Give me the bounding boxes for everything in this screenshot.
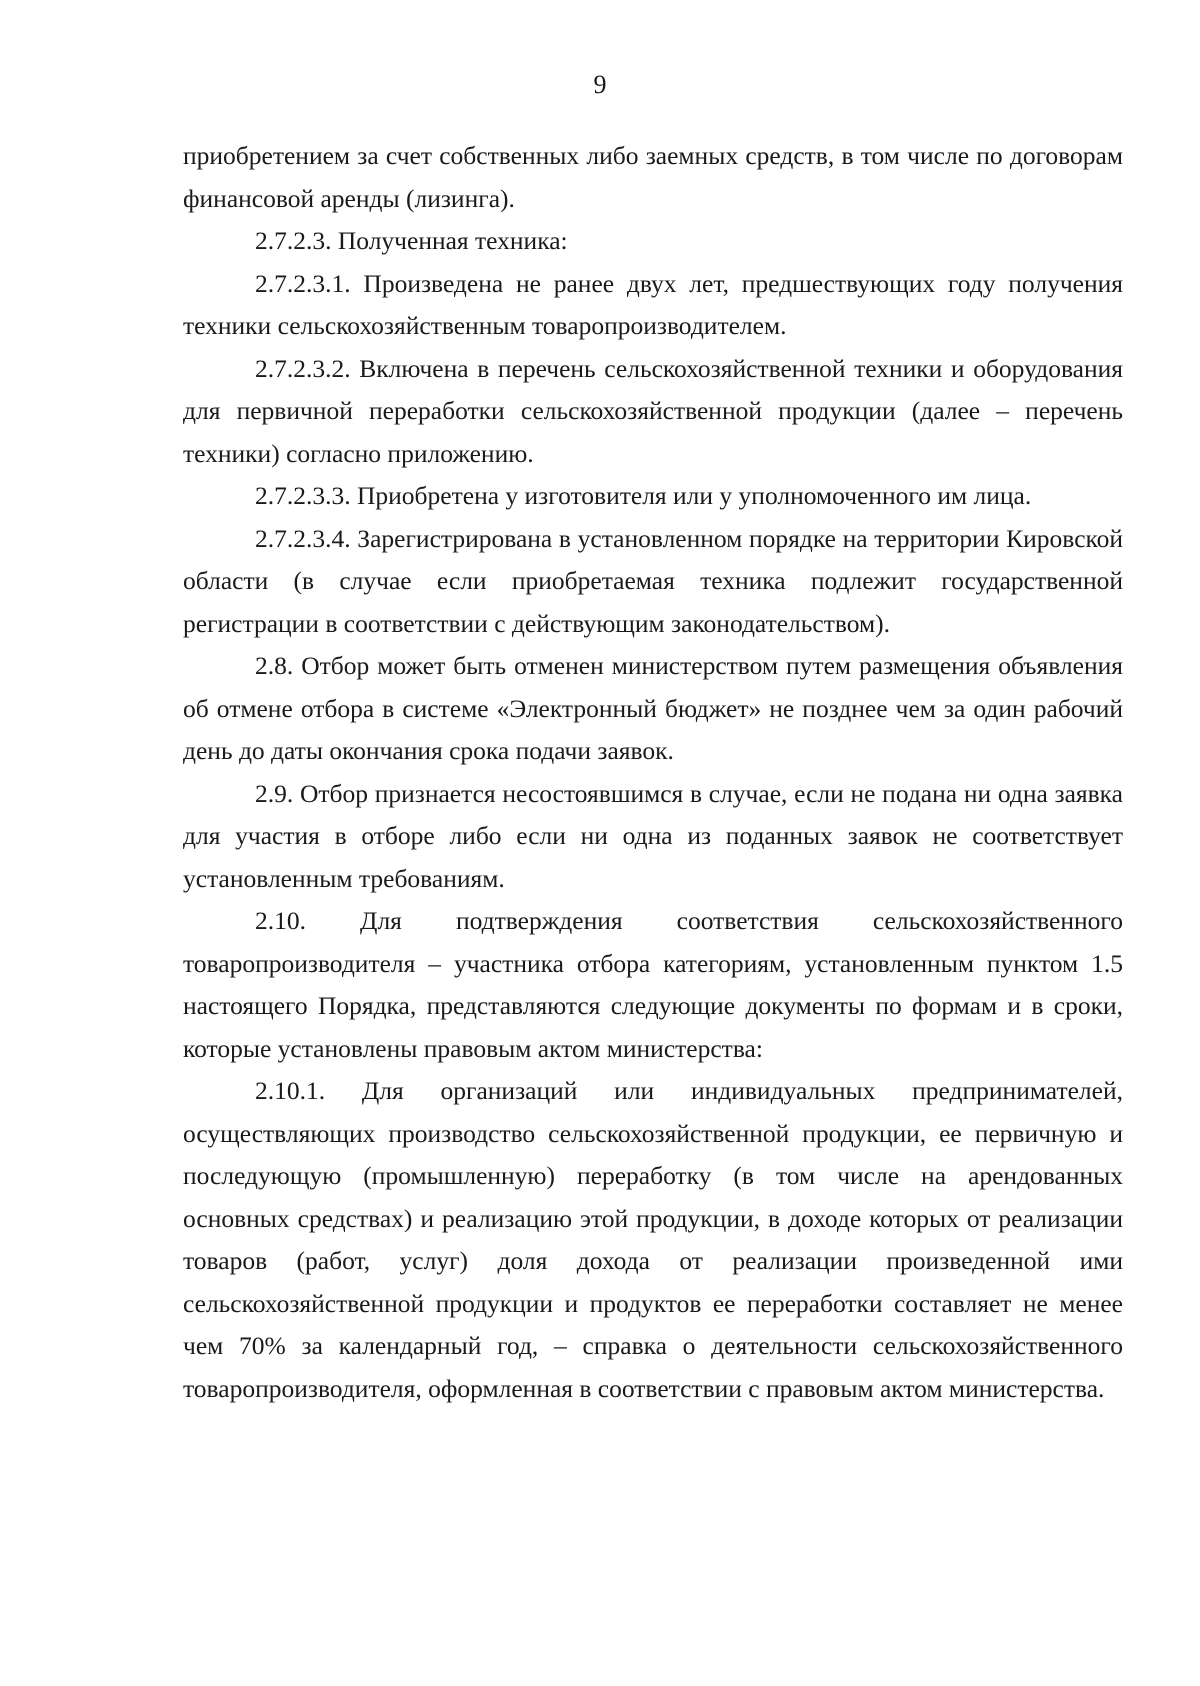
page-number: 9	[593, 70, 607, 99]
paragraph-2-7-2-3-4: 2.7.2.3.4. Зарегистрирована в установленном порядке на территории Кировской области (в случае если приобретаемая техника подлежит государственной регистрации в соответствии с действующим законодательством).	[183, 523, 1123, 638]
paragraph-2-7-2-3-1: 2.7.2.3.1. Произведена не ранее двух лет, предшествующих году получения техники сельскохозяйственным товаропроизводителем.	[183, 268, 1123, 340]
paragraph-continuation: приобретением за счет собственных либо заемных средств, в том числе по договорам финансовой аренды (лизинга).	[183, 141, 1123, 213]
paragraph-2-7-2-3-2: 2.7.2.3.2. Включена в перечень сельскохозяйственной техники и оборудования для первичной переработки сельскохозяйственной продукции (далее – перечень техники) согласно приложению.	[183, 353, 1123, 468]
paragraph-2-7-2-3-3: 2.7.2.3.3. Приобретена у изготовителя или у уполномоченного им лица.	[255, 481, 1032, 510]
paragraph-2-9: 2.9. Отбор признается несостоявшимся в случае, если не подана ни одна заявка для участия в отборе либо если ни одна из поданных заявок не соответствует установленным требованиям.	[183, 778, 1123, 893]
paragraph-2-7-2-3: 2.7.2.3. Полученная техника:	[255, 226, 568, 255]
paragraph-2-10-1: 2.10.1. Для организаций или индивидуальных предпринимателей, осуществляющих производство сельскохозяйственной продукции, ее первичную и последующую (промышленную) переработку (в том числе на арендованных основных средствах) и реализацию этой продукции, в доходе которых от реализации товаров (работ, услуг) доля дохода от реализации произведенной ими сельскохозяйственной продукции и продуктов ее переработки составляет не менее чем 70% за календарный год, – справка о деятельности сельскохозяйственного товаропроизводителя, оформленная в соответствии с правовым актом министерства.	[183, 1076, 1123, 1403]
document-body	[183, 135, 1123, 1410]
paragraph-2-8: 2.8. Отбор может быть отменен министерством путем размещения объявления об отмене отбора в системе «Электронный бюджет» не позднее чем за один рабочий день до даты окончания срока подачи заявок.	[183, 651, 1123, 765]
paragraph-2-10: 2.10. Для подтверждения соответствия сельскохозяйственного товаропроизводителя – участника отбора категориям, установленным пунктом 1.5 настоящего Порядка, представляются следующие документы по формам и в сроки, которые установлены правовым актом министерства:	[183, 906, 1123, 1063]
